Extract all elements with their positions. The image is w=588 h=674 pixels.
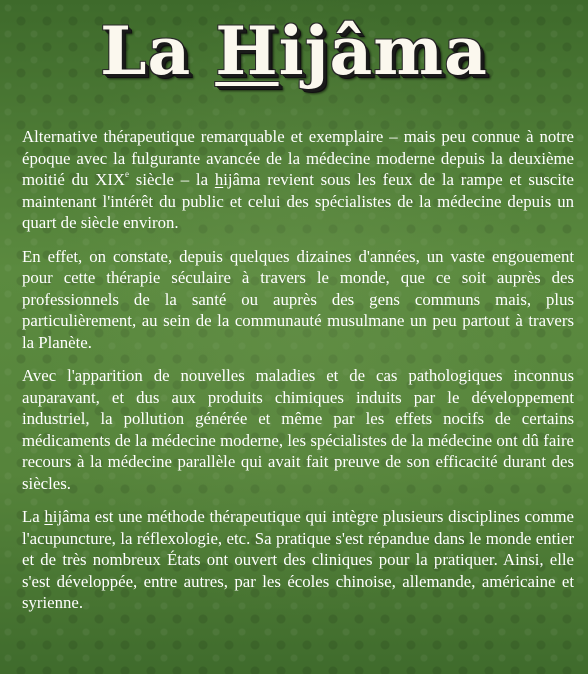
paragraph-4-part-a: La <box>22 507 45 526</box>
paragraph-4 <box>22 506 574 614</box>
title-underlined-letter: H <box>215 12 279 90</box>
paragraph-1-underlined-letter: h <box>214 170 224 189</box>
article-body <box>22 126 574 626</box>
paragraph-4-underlined-letter: h <box>44 507 53 526</box>
paragraph-1 <box>22 126 574 234</box>
paragraph-1-superscript: e <box>125 169 130 180</box>
paragraph-2: En effet, on constate, depuis quelques dizaines d'années, un vaste engouement pour cette thérapie séculaire à travers le monde, que ce soit auprès des professionnels de la santé ou auprès des gens communs mais, plus particulièrement, au sein de la communauté musulmane un peu partout à travers la Planète. <box>22 246 574 352</box>
paragraph-3: Avec l'apparition de nouvelles maladies et de cas pathologiques inconnus auparavant, et dus aux produits chimiques induits par le développement industriel, la pollution générée et même par les effets nocifs de certains médicaments de la médecine moderne, les spécialistes de la médecine ont dû faire recours à la médecine parallèle qui avait fait preuve de son efficacité durant des siècles. <box>22 366 574 493</box>
paragraph-4-part-b: ijâma est une méthode thérapeutique qui intègre plusieurs disciplines comme l'acupuncture, la réflexologie, etc. Sa pratique s'est répandue dans le monde entier et de très nombreux États ont ouvert des cliniques pour la pratiquer. Ainsi, elle s'est développée, entre autres, par les écoles chinoise, allemande, américaine et syrienne. <box>22 507 574 612</box>
title-suffix: ijâma <box>278 12 488 90</box>
page-title <box>0 8 588 94</box>
paragraph-1-part-a: Alternative thérapeutique remarquable et exemplaire – mais peu connue à notre époque avec la fulgurante avancée de la médecine moderne depuis la deuxième moitié du XIX <box>22 127 574 189</box>
title-prefix: La <box>100 12 216 90</box>
paragraph-1-part-b: siècle – la <box>129 170 215 189</box>
paragraph-1-part-c: ijâma revient sous les feux de la rampe et suscite maintenant l'intérêt du public et celui des spécialistes de la médecine depuis un quart de siècle environ. <box>22 170 574 232</box>
